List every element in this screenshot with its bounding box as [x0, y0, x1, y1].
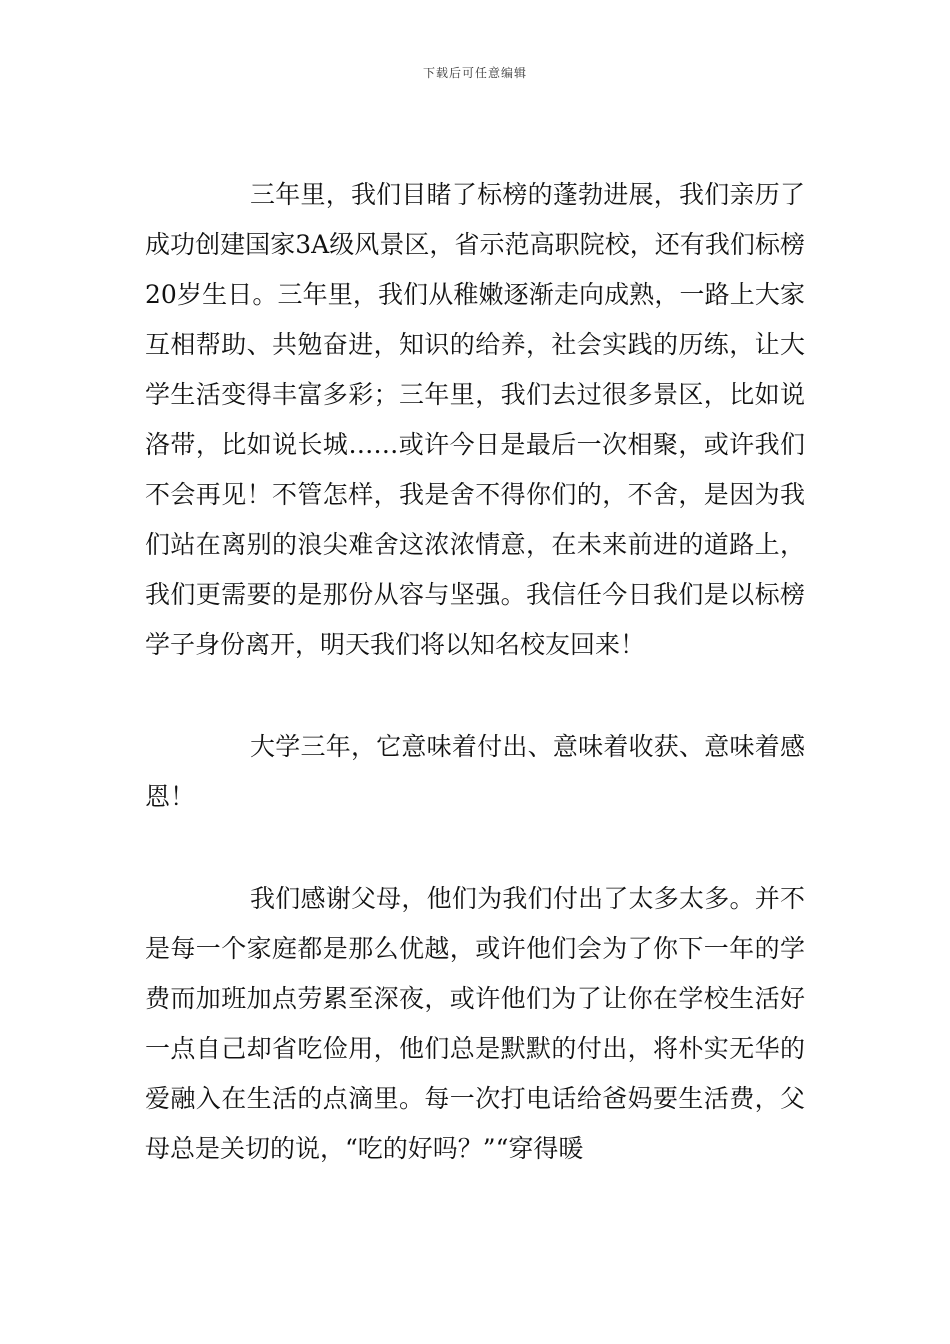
paragraph-college-meaning: 大学三年，它意味着付出、意味着收获、意味着感恩！ [145, 732, 805, 811]
document-body [145, 170, 805, 1174]
paragraph-three-years: 三年里，我们目睹了标榜的蓬勃进展，我们亲历了成功创建国家3A级风景区，省示范高职院校，还有我们标榜20岁生日。三年里，我们从稚嫩逐渐走向成熟，一路上大家互相帮助、共勉奋进，知识的给养，社会实践的历练，让大学生活变得丰富多彩；三年里，我们去过很多景区，比如说洛带，比如说长城……或许今日是最后一次相聚，或许我们不会再见！不管怎样，我是舍不得你们的，不舍，是因为我们站在离别的浪尖难舍这浓浓情意，在未来前进的道路上，我们更需要的是那份从容与坚强。我信任今日我们是以标榜学子身份离开，明天我们将以知名校友回来！ [145, 180, 805, 659]
paragraph-thank-parents: 我们感谢父母，他们为我们付出了太多太多。并不是每一个家庭都是那么优越，或许他们会为了你下一年的学费而加班加点劳累至深夜，或许他们为了让你在学校生活好一点自己却省吃俭用，他们总是默默的付出，将朴实无华的爱融入在生活的点滴里。每一次打电话给爸妈要生活费，父母总是关切的说，“吃的好吗？”“穿得暖 [145, 884, 805, 1163]
page-header: 下载后可任意编辑 [422, 66, 527, 80]
